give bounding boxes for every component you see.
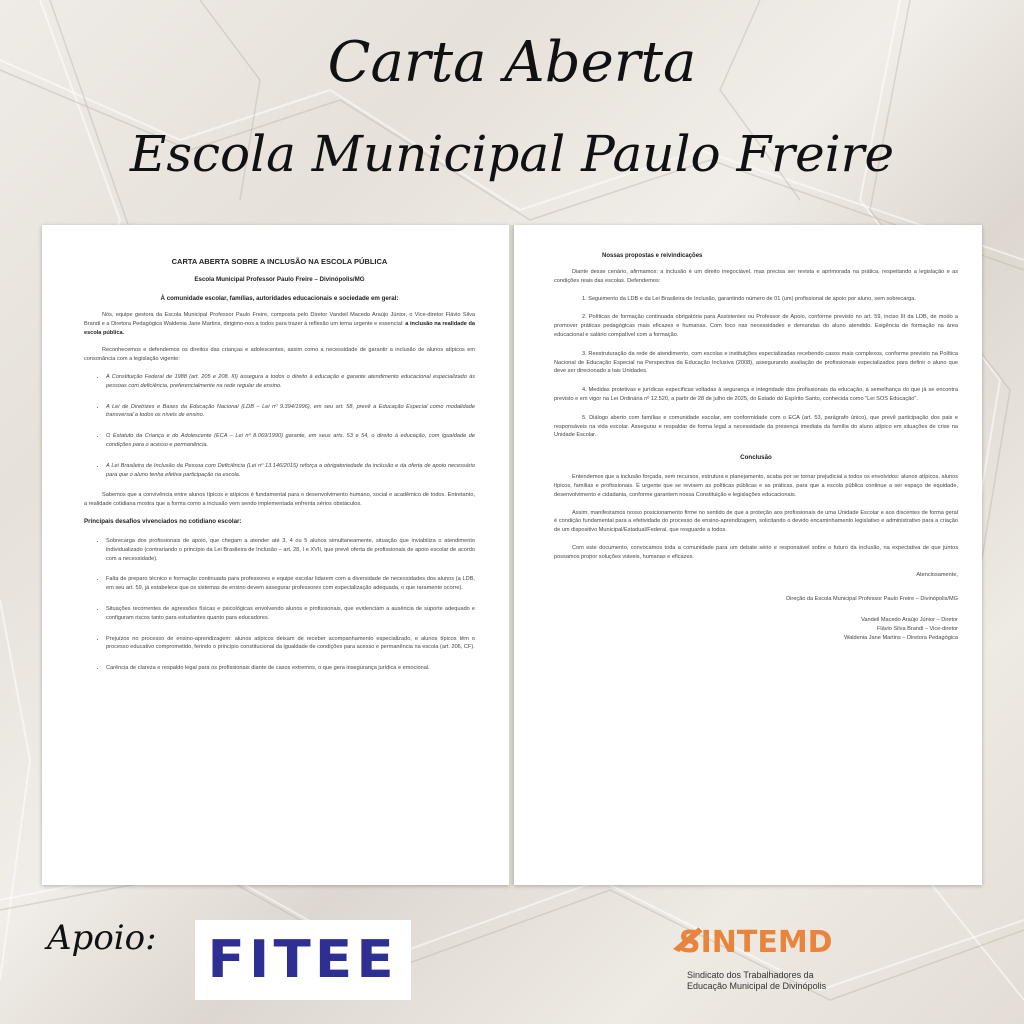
proposals-heading: Nossas propostas e reivindicações	[602, 253, 703, 259]
letter-recognize: Reconhecemos e defendemos os direitos das crianças e adolescentes, assim como a necessidade de garantir a inclusão de alunos atípicos em consonância com a legislação vigente:	[84, 347, 475, 363]
letter-school: Escola Municipal Professor Paulo Freire – Divinópolis/MG	[194, 276, 365, 283]
sintemd-tagline: Sindicato dos Trabalhadores da	[687, 970, 814, 980]
page-title-line-2: Escola Municipal Paulo Freire	[129, 125, 895, 183]
challenge-item: • Sobrecarga dos profissionais de apoio, que chegam a atender até 3, 4 ou 5 alunos simultaneamente, situação que inviabiliza o atendimento individualizado (contrariando o princípio da Lei Brasileira de Inclusão – art. 28, I e XVII, que prevê oferta de profissionais de apoio escolar de acordo com a necessidade).	[106, 537, 475, 563]
signature-line: Vandeil Macedo Araújo Júnior – Diretor	[861, 616, 958, 623]
sintemd-logo-text: SINTEMD	[679, 925, 833, 960]
letter-intro: Nós, equipe gestora da Escola Municipal Professor Paulo Freire, composta pelo Diretor Vandeil Macedo Araújo Júnior, o Vice-diretor Flávio Silva Brandi e a Diretora Pedagógica Waldenia Jane Martins, dirigimo-nos a todos para trazer à reflexão um tema urgente e essencial: a inclusão na realidade da escola pública.	[84, 312, 475, 336]
challenge-item: • Carência de clareza e respaldo legal para os profissionais diante de casos extremos, o que gera insegurança jurídica e emocional.	[106, 664, 475, 673]
legal-item: • A Constituição Federal de 1988 (art. 205 e 208, III) assegura a todos o direito à educação e garante atendimento educacional especializado às pessoas com deficiência, preferencialmente na rede regular de ensino.	[106, 373, 475, 391]
fitee-logo	[195, 920, 411, 1000]
letter-page-right	[514, 225, 982, 885]
proposal-item: 3. Reestruturação da rede de atendimento, com escolas e instituições especializadas recebendo casos mais complexos, conforme previsto na Política Nacional de Educação Especial na Perspectiva da Educação Inclusiva (2008), assegurando avaliação de profissionais especializados para definir o aluno que deve ser direcionado a tais Unidades.	[554, 350, 958, 375]
signature-line: Waldenia Jane Martins – Diretora Pedagógica	[844, 634, 958, 641]
legal-item: • A Lei de Diretrizes e Bases da Educação Nacional (LDB – Lei nº 9.394/1996), em seu art. 58, prevê a Educação Especial como modalidade transversal a todos os níveis de ensino.	[106, 403, 475, 421]
direction-line: Direção da Escola Municipal Professor Paulo Freire – Divinópolis/MG	[786, 595, 958, 602]
signature-block	[554, 616, 958, 643]
support-label: Apoio:	[47, 918, 157, 958]
letter-greeting: À comunidade escolar, famílias, autoridades educacionais e sociedade em geral:	[160, 295, 399, 302]
challenges-list	[84, 537, 475, 673]
proposal-item: 2. Políticas de formação continuada obrigatória para Assistentes ou Professor de Apoio, conforme previsto no art. 59, inciso III da LDB, de modo a promover práticas pedagógicas mais eficazes e humanas. Com foco nas necessidades e demandas do aluno atendido. Exigência de formação na área educacional e salário compatível com a formação.	[554, 314, 958, 338]
proposal-item: 4. Medidas protetivas e jurídicas específicas voltadas à segurança e integridade dos profissionais da educação, à semelhança do que já se encontra previsto e em vigor na Lei Ordinária nº 12.520, a partir de 28 de julho de 2025, do Estado do Espírito Santo, conhecida como "Lei SOS Educação".	[554, 387, 958, 402]
proposal-item: 1. Seguimento da LDB e da Lei Brasileira de Inclusão, garantindo número de 01 (um) profissional de apoio por aluno, sem sobrecarga.	[582, 295, 916, 302]
proposals-intro: Diante desse cenário, afirmamos: a inclusão é um direito inegociável, mas precisa ser revista e aprimorada na prática, respeitando a legislação e as condições reais das escolas. Defendemos:	[554, 269, 958, 284]
challenge-item: • Prejuízos no processo de ensino-aprendizagem: alunos atípicos deixam de receber acompanhamento especializado, e alunos típicos têm o processo educativo comprometido, ferindo o princípio constitucional da igualdade de condições para acesso e permanência na escola (art. 206, CF).	[106, 635, 475, 653]
challenges-heading: Principais desafios vivenciados no cotidiano escolar:	[84, 517, 242, 525]
legal-item: • A Lei Brasileira de Inclusão da Pessoa com Deficiência (Lei nº 13.146/2015) reforça a obrigatoriedade da inclusão e da oferta de apoio necessário para que o aluno tenha efetiva participação na escola.	[106, 462, 475, 480]
challenge-item: • Situações recorrentes de agressões físicas e psicológicas envolvendo alunos e profissionais, que evidenciam a ausência de suporte adequado e configuram riscos tanto para estudantes quanto para educadores.	[106, 605, 475, 623]
conclusion-paragraph: Com este documento, convocamos toda a comunidade para um debate sério e responsável sobre o futuro da inclusão, na expectativa de que juntos possamos propor soluções viáveis, humanas e eficazes.	[554, 544, 958, 560]
sintemd-logo	[665, 925, 865, 1015]
sintemd-tagline: Educação Municipal de Divinópolis	[687, 981, 827, 991]
proposal-item: 5. Diálogo aberto com famílias e comunidade escolar, em conformidade com o ECA (art. 53, parágrafo único), que prevê participação dos pais e responsáveis na vida escolar. Assegurar e respaldar de forma legal a necessidade da presença imediata da família do aluno atípico em situações de crise na Unidade Escolar.	[554, 414, 958, 439]
conclusion-heading: Conclusão	[740, 454, 772, 462]
conclusion-paragraph: Entendemos que a inclusão forçada, sem recursos, estrutura e planejamento, acaba por se tornar prejudicial a todos os envolvidos: alunos atípicos, alunos típicos, famílias e profissionais. É urgente que se revisem as políticas públicas e as práticas, para que a escola pública continue a ser espaço de equidade, desenvolvimento e cidadania, conforme garantem nossa Constituição e legislações educacionais.	[554, 474, 958, 498]
legal-item: • O Estatuto da Criança e do Adolescente (ECA – Lei nº 8.069/1990) garante, em seus arts. 53 e 54, o direito à educação, com igualdade de condições para o acesso e permanência.	[106, 432, 475, 450]
legal-list	[84, 373, 475, 479]
letter-coexist: Sabemos que a convivência entre alunos típicos e atípicos é fundamental para o desenvolvimento humano, social e acadêmico de todos. Entretanto, a realidade cotidiana mostra que a forma como a inclusão vem sendo implementada enfrenta sérios obstáculos.	[84, 492, 475, 508]
letter-title: CARTA ABERTA SOBRE A INCLUSÃO NA ESCOLA PÚBLICA	[171, 257, 388, 266]
conclusion-paragraph: Assim, manifestamos nosso posicionamento firme no sentido de que a proteção aos profissionais de uma Unidade Escolar e aos discentes de forma geral é condição fundamental para a efetividade do processo de ensino-aprendizagem, solicitando o devido encaminhamento legislativo e administrativo para a criação de um dispositivo Municipal/Estadual/Federal, que resguarde a todos.	[554, 509, 958, 534]
challenge-item: • Falta de preparo técnico e formação continuada para professores e equipe escolar lidarem com a diversidade de necessidades dos alunos (a LDB, em seu art. 59, já estabelece que os sistemas de ensino devem assegurar professores com especialização adequada, o que raramente ocorre).	[106, 575, 475, 593]
fitee-logo-text: FITEE	[207, 930, 399, 990]
signature-line: Flávio Silva Brandi – Vice-diretor	[876, 625, 958, 632]
closing-salutation: Atenciosamente,	[916, 571, 958, 578]
letter-page-left	[42, 225, 509, 885]
page-title-line-1: Carta Aberta	[327, 30, 697, 95]
